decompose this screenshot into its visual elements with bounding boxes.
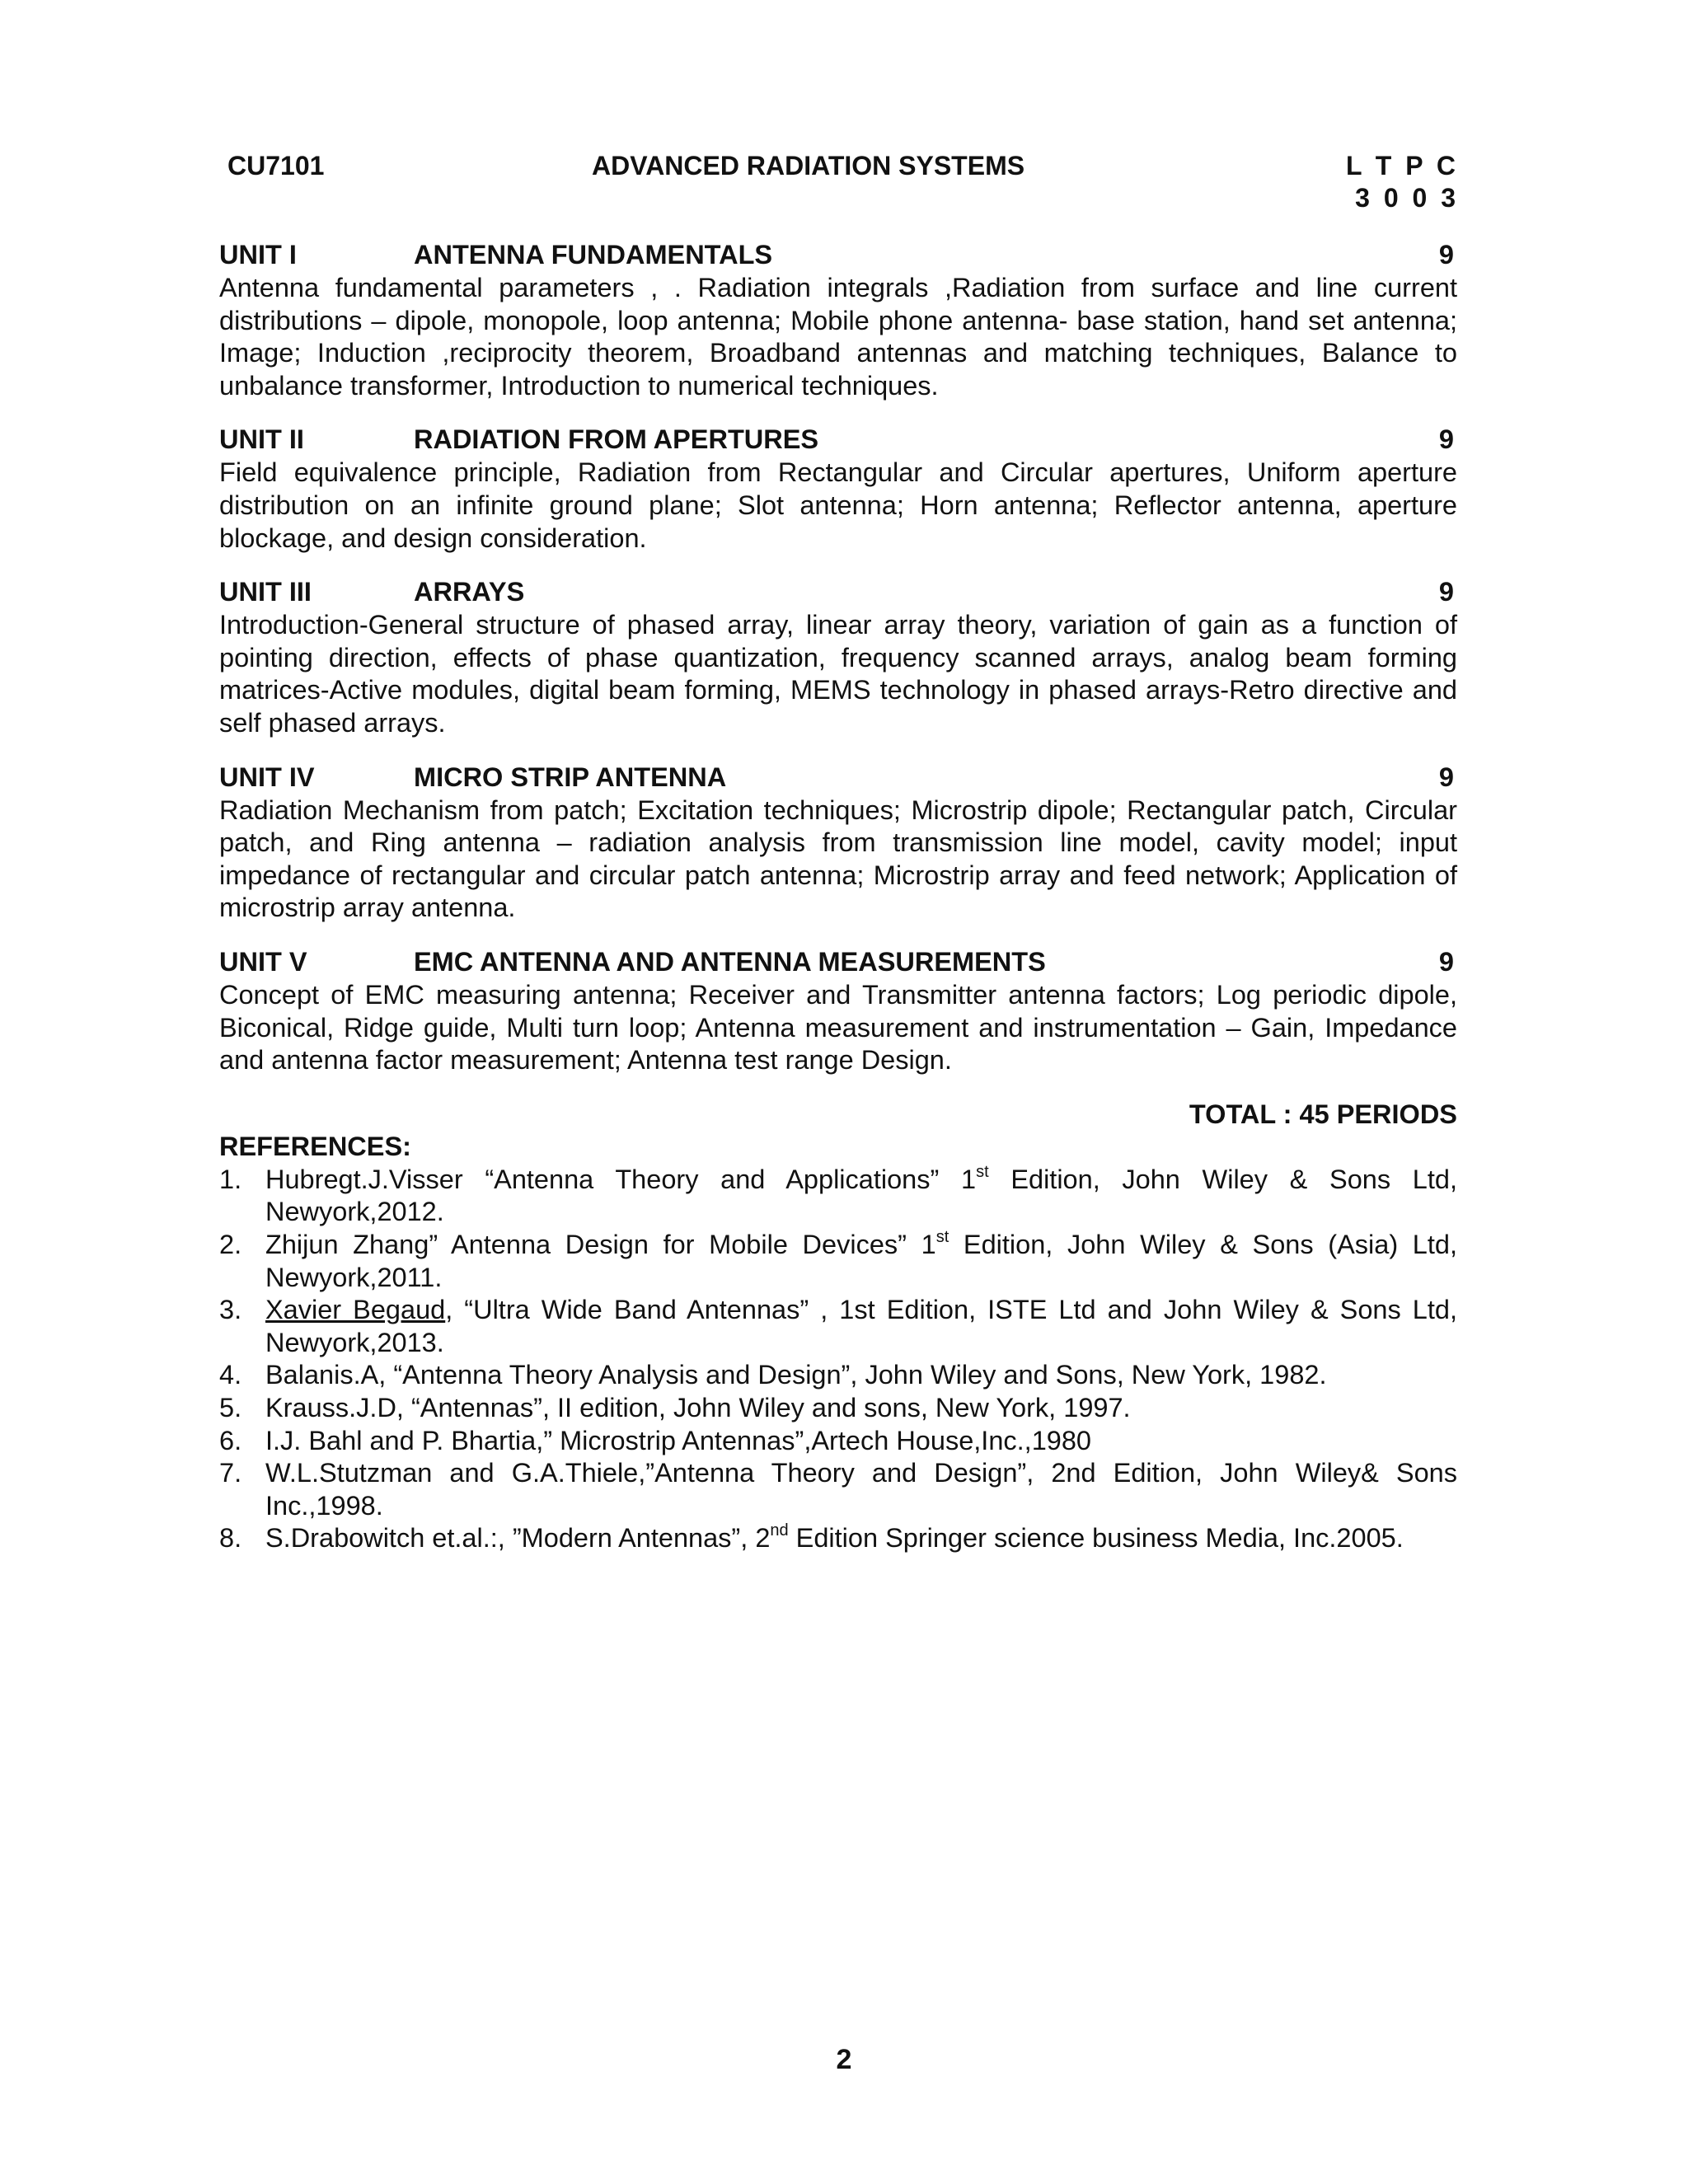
course-header: [219, 142, 1457, 218]
reference-text: I.J. Bahl and P. Bhartia,” Microstrip Antennas”,Artech House,Inc.,1980: [265, 1425, 1092, 1455]
reference-text: W.L.Stutzman and G.A.Thiele,”Antenna Theory and Design”, 2nd Edition, John Wiley& Sons Inc.,1998.: [265, 1458, 1457, 1521]
references-heading: REFERENCES:: [219, 1132, 411, 1162]
reference-number: 8.: [219, 1523, 242, 1554]
reference-number: 2.: [219, 1230, 242, 1260]
reference-item: [219, 1392, 1457, 1425]
reference-number: 5.: [219, 1393, 242, 1423]
unit-heading: [219, 762, 1457, 794]
unit-body: Field equivalence principle, Radiation from Rectangular and Circular apertures, Uniform aperture distribution on an infinite ground plane; Slot antenna; Horn antenna; Reflector antenna, aperture blockage, and design consideration.: [219, 457, 1457, 553]
unit-body: Antenna fundamental parameters , . Radiation integrals ,Radiation from surface and line current distributions – dipole, monopole, loop antenna; Mobile phone antenna- base station, hand set antenna; Image; Induction ,reciprocity theorem, Broadband antennas and matching techniques, Balance to unbalance transformer, Introduction to numerical techniques.: [219, 273, 1457, 401]
reference-text: Edition, John Wiley & Sons Ltd, Newyork,2012.: [265, 1164, 1457, 1227]
unit-label: UNIT II: [219, 424, 304, 455]
reference-item: [219, 1294, 1457, 1359]
unit-title: EMC ANTENNA AND ANTENNA MEASUREMENTS: [414, 946, 1046, 977]
reference-text: , “Ultra Wide Band Antennas” , 1st Edition, ISTE Ltd and John Wiley & Sons Ltd, Newyork,2013.: [265, 1295, 1457, 1357]
unit-heading: [219, 239, 1457, 272]
references-list: [219, 1164, 1457, 1555]
reference-item: [219, 1229, 1457, 1294]
reference-item: [219, 1457, 1457, 1522]
course-code: CU7101: [227, 151, 325, 180]
reference-item: [219, 1359, 1457, 1392]
unit-title: ANTENNA FUNDAMENTALS: [414, 240, 773, 269]
unit-label: UNIT IV: [219, 762, 315, 792]
unit-title: ARRAYS: [414, 577, 525, 607]
reference-text: Krauss.J.D, “Antennas”, II edition, John Wiley and sons, New York, 1997.: [265, 1393, 1131, 1423]
unit-1: [219, 239, 1457, 402]
reference-number: 7.: [219, 1458, 242, 1488]
reference-text: Balanis.A, “Antenna Theory Analysis and Design”, John Wiley and Sons, New York, 1982.: [265, 1360, 1327, 1390]
reference-number: 6.: [219, 1425, 242, 1455]
unit-body: Radiation Mechanism from patch; Excitation techniques; Microstrip dipole; Rectangular patch, Circular patch, and Ring antenna – radiation analysis from transmission line model, cavity model; input impedance of rectangular and circular patch antenna; Microstrip array and feed network; Application of microstrip array antenna.: [219, 794, 1457, 923]
unit-5: [219, 946, 1457, 1077]
reference-number: 4.: [219, 1360, 242, 1390]
syllabus-page: [219, 142, 1457, 1555]
reference-item: [219, 1425, 1457, 1458]
unit-4: [219, 762, 1457, 925]
unit-3: [219, 576, 1457, 739]
unit-hours: 9: [1438, 577, 1454, 607]
reference-superscript: st: [935, 1228, 950, 1247]
page-number: 2: [836, 2044, 852, 2075]
ltpc-values: 3 0 0 3: [1355, 183, 1456, 213]
unit-heading: [219, 424, 1457, 457]
reference-text: Zhijun Zhang” Antenna Design for Mobile Devices” 1: [265, 1230, 936, 1260]
reference-superscript: st: [976, 1162, 989, 1181]
unit-hours: 9: [1438, 240, 1454, 269]
reference-text: Edition Springer science business Media, Inc.2005.: [788, 1523, 1404, 1554]
unit-body: Introduction-General structure of phased array, linear array theory, variation of gain as a function of pointing direction, effects of phase quantization, frequency scanned arrays, analog beam forming matrices-Active modules, digital beam forming, MEMS technology in phased arrays-Retro directive and self phased arrays.: [219, 610, 1457, 738]
ltpc-block: [1346, 150, 1456, 214]
unit-label: UNIT I: [219, 240, 297, 269]
unit-label: UNIT V: [219, 946, 307, 977]
unit-label: UNIT III: [219, 577, 312, 607]
unit-title: RADIATION FROM APERTURES: [414, 424, 819, 455]
course-title: ADVANCED RADIATION SYSTEMS: [592, 151, 1025, 180]
reference-superscript: nd: [770, 1521, 789, 1540]
ltpc-labels: L T P C: [1345, 151, 1456, 180]
unit-2: [219, 424, 1457, 555]
reference-item: [219, 1164, 1457, 1229]
unit-heading: [219, 946, 1457, 979]
reference-text: S.Drabowitch et.al.:, ”Modern Antennas”, 2: [265, 1523, 771, 1554]
unit-heading: [219, 576, 1457, 609]
unit-title: MICRO STRIP ANTENNA: [414, 762, 727, 792]
unit-body: Concept of EMC measuring antenna; Receiver and Transmitter antenna factors; Log periodic dipole, Biconical, Ridge guide, Multi turn loop; Antenna measurement and instrumentation – Gain, Impedance and antenna factor measurement; Antenna test range Design.: [219, 979, 1457, 1076]
reference-number: 3.: [219, 1295, 242, 1325]
unit-hours: 9: [1438, 424, 1454, 455]
reference-number: 1.: [219, 1164, 242, 1194]
reference-text: Hubregt.J.Visser “Antenna Theory and Applications” 1: [265, 1164, 977, 1194]
reference-text: Xavier Begaud: [265, 1295, 446, 1325]
unit-hours: 9: [1438, 946, 1454, 977]
reference-item: [219, 1522, 1457, 1555]
unit-hours: 9: [1438, 762, 1454, 792]
reference-text: Edition, John Wiley & Sons (Asia) Ltd, Newyork,2011.: [265, 1230, 1458, 1292]
total-periods: TOTAL : 45 PERIODS: [1189, 1099, 1457, 1129]
